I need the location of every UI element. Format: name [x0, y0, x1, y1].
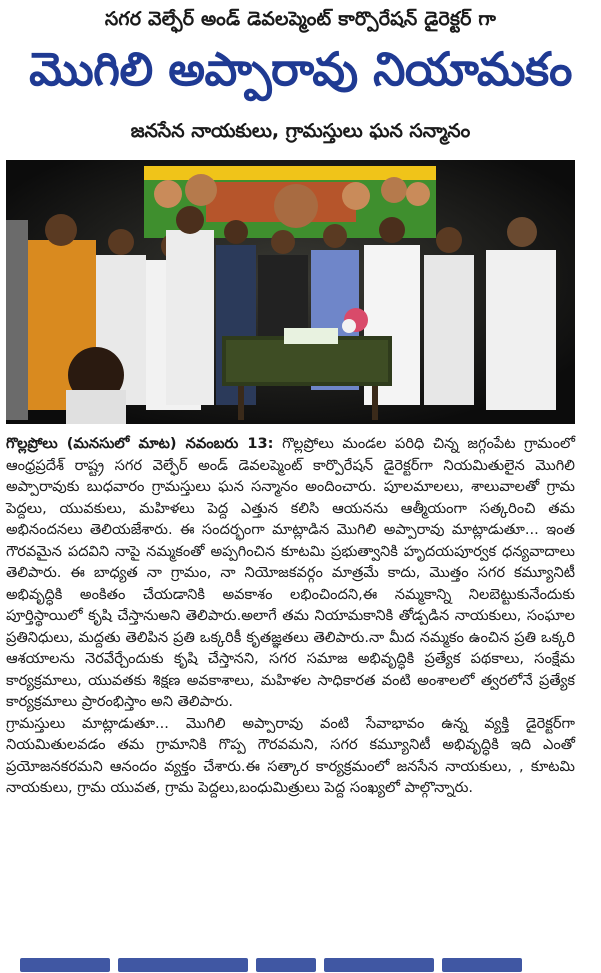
article-body — [6, 433, 575, 799]
paragraph-1-text: గొల్లప్రోలు మండల పరిధి చిన్న జగ్గంపేట గ్రామంలో ఆంధ్రప్రదేశ్ రాష్ట్ర సగర వెల్ఫేర్ అండ్ డెవలప్మెంట్ కార్పొరేషన్ డైరెక్టర్‌గా నియమితులైన మొగిలి అప్పారావుకు బుధవారం గ్రామస్తులు ఘన సన్మానం అందించారు. పూలమాలలు, శాలువాలతో గ్రామ పెద్దలు, యువకులు, మహిళలు పెద్ద ఎత్తున కలిసి ఆయనను ఆత్మీయంగా సత్కరించి తమ అభినందనలు తెలియజేశారు. ఈ సందర్భంగా మాట్లాడిన మొగిలి అప్పారావు మాట్లాడుతూ... ఇంత గౌరవమైన పదవిని నాపై నమ్మకంతో అప్పగించిన కూటమి ప్రభుత్వానికి హృదయపూర్వక ధన్యవాదాలు తెలిపారు. ఈ బాధ్యత నా గ్రామం, నా నియోజకవర్గం మాత్రమే కాదు, మొత్తం సగర కమ్యూనిటీ అభివృద్ధికి అంకితం చేయడానికి అవకాశం లభించిందని,ఈ నమ్మకాన్ని నిలబెట్టుకునేందుకు పూర్తిస్థాయిలో కృషి చేస్తానుఅని తెలిపారు.అలాగే తమ నియామకానికి తోడ్పడిన నాయకులు, సంఘాల ప్రతినిధులు, మద్దతు తెలిపిన ప్రతి ఒక్కరికీ కృతజ్ఞతలు తెలిపారు.నా మీద నమ్మకం ఉంచిన ప్రతి ఒక్కరి ఆశయాలను నెరవేర్చేందుకు కృషి చేస్తానని, సగర సమాజ అభివృద్ధికి ప్రత్యేక పథకాలు, సంక్షేమ కార్యక్రమాలు, యువతకు శిక్షణ అవకాశాలు, మహిళల సాధికారత వంటి అంశాలలో త్వరలోనే ప్రత్యేక కార్యక్రమాలు ప్రారంభిస్తాం అని తెలిపారు. — [6, 435, 575, 710]
article-paragraph-2: గ్రామస్తులు మాట్లాడుతూ... మొగిలి అప్పారావు వంటి సేవాభావం ఉన్న వ్యక్తి డైరెక్టర్‌గా నియమితులవడం తమ గ్రామానికి గొప్ప గౌరవమని, సగర కమ్యూనిటీ అభివృద్ధికి ఇది ఎంతో ప్రయోజనకరమని ఆనందం వ్యక్తం చేశారు.ఈ సత్కార కార్యక్రమంలో జనసేన నాయకులు, , కూటమి నాయకులు, గ్రామ యువత, గ్రామ పెద్దలు,బంధుమిత్రులు పెద్ద సంఖ్యలో పాల్గొన్నారు. — [6, 714, 575, 796]
kicker-line: సగర వెల్ఫేర్ అండ్ డెవలప్మెంట్ కార్పొరేషన్ డైరెక్టర్ గా — [104, 8, 497, 30]
next-headline-cutoff — [20, 957, 580, 973]
dateline: గొల్లప్రోలు (మనసులో మాట) నవంబరు 13: — [6, 435, 274, 452]
headline: మొగిలి అప్పారావు నియామకం — [29, 42, 572, 96]
event-photo — [6, 160, 575, 424]
subheadline: జనసేన నాయకులు, గ్రామస్తులు ఘన సన్మానం — [130, 120, 471, 142]
article-paragraph-1 — [6, 433, 575, 713]
